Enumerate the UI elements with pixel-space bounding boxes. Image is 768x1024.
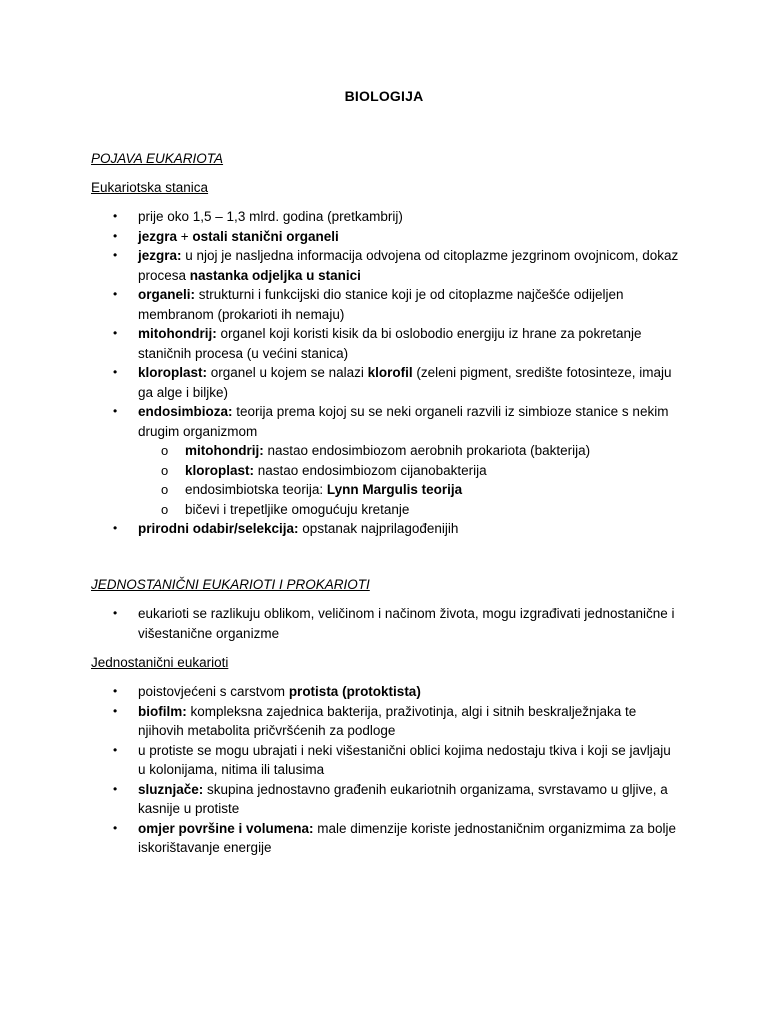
list-item-text: u njoj je nasljedna informacija odvojena od citoplazme jezgrinom ovojnicom, dokaz procesa bbox=[138, 248, 679, 283]
list-item bbox=[91, 246, 681, 285]
list-item-emphasis: nastanka odjeljka u stanici bbox=[189, 267, 361, 283]
list-item bbox=[91, 324, 681, 363]
list-item-term: biofilm: bbox=[138, 703, 187, 719]
section-heading-jednostanicni-eukarioti-i-prokarioti: JEDNOSTANIČNI EUKARIOTI I PROKARIOTI bbox=[91, 577, 370, 592]
list-item-text: kompleksna zajednica bakterija, praživotinja, algi i sitnih beskralježnjaka te njihovih metabolita pričvršćenih za podloge bbox=[138, 703, 637, 738]
list-item-term: kloroplast: bbox=[185, 462, 255, 478]
list-item-text: u protiste se mogu ubrajati i neki višestanični oblici kojima nedostaju tkiva i koji se javljaju u kolonijama, nitima ili talusima bbox=[138, 742, 671, 777]
list-item-text: (zeleni pigment, središte fotosinteze, imaju ga alge i biljke) bbox=[138, 365, 672, 400]
list-item-text: nastao endosimbiozom cijanobakterija bbox=[254, 462, 487, 478]
circle-bullet-icon: o bbox=[161, 501, 169, 517]
bullet-icon: • bbox=[113, 404, 118, 418]
list-item bbox=[91, 702, 681, 741]
circle-bullet-icon: o bbox=[161, 462, 169, 478]
list-item-term: sluznjače: bbox=[138, 781, 204, 797]
list-item bbox=[91, 780, 681, 819]
bullet-icon: • bbox=[113, 521, 118, 535]
list-item-text: nastao endosimbiozom aerobnih prokariota (bakterija) bbox=[263, 443, 591, 458]
bullet-icon: • bbox=[113, 684, 118, 698]
bullet-icon: • bbox=[113, 820, 118, 835]
sublist-item bbox=[138, 461, 681, 481]
bullet-icon: • bbox=[113, 326, 118, 340]
list-item-term: organeli: bbox=[138, 287, 196, 302]
bullet-icon: • bbox=[113, 742, 118, 757]
list-item-term: omjer površine i volumena: bbox=[138, 820, 314, 836]
sublist-item bbox=[138, 500, 681, 520]
list-item bbox=[91, 207, 681, 227]
list-item bbox=[91, 519, 681, 539]
list-item bbox=[91, 402, 681, 519]
sublist-item bbox=[138, 480, 681, 500]
list-item-emphasis: protista (protoktista) bbox=[288, 684, 421, 699]
list-item-text: organel koji koristi kisik da bi oslobodio energiju iz hrane za pokretanje staničnih procesa (u većini stanica) bbox=[138, 326, 642, 361]
jednostanicni-intro-list bbox=[91, 604, 681, 643]
list-item-text: male dimenzije koriste jednostaničnim organizmima za bolje iskorištavanje energije bbox=[138, 820, 676, 855]
subheading-jednostanicni-eukarioti: Jednostanični eukarioti bbox=[91, 655, 229, 670]
list-item-text: organel u kojem se nalazi bbox=[207, 365, 368, 380]
list-item-emphasis: ostali stanični organeli bbox=[192, 228, 339, 244]
bullet-icon: • bbox=[113, 781, 118, 796]
bullet-icon: • bbox=[113, 287, 118, 301]
bullet-icon: • bbox=[113, 209, 118, 223]
sublist-item bbox=[138, 441, 681, 461]
list-item-term: jezgra bbox=[138, 228, 178, 244]
circle-bullet-icon: o bbox=[161, 443, 169, 458]
list-item-text: bičevi i trepetljike omogućuju kretanje bbox=[185, 501, 410, 517]
list-item-text: opstanak najprilagođenijih bbox=[298, 521, 459, 536]
bullet-icon: • bbox=[113, 228, 118, 243]
list-item-text: skupina jednostavno građenih eukariotnih organizama, svrstavamo u gljive, a kasnije u protiste bbox=[138, 781, 668, 816]
list-item-term: endosimbioza: bbox=[138, 404, 233, 419]
list-item-term: mitohondrij: bbox=[185, 443, 264, 458]
list-item-emphasis: klorofil bbox=[367, 365, 413, 380]
list-item-text: + bbox=[177, 228, 193, 244]
list-item-text: poistovjećeni s carstvom bbox=[138, 684, 289, 699]
bullet-icon: • bbox=[113, 606, 118, 620]
list-item-emphasis: Lynn Margulis teorija bbox=[326, 482, 463, 497]
list-item-term: kloroplast: bbox=[138, 365, 208, 380]
list-item bbox=[91, 363, 681, 402]
list-item bbox=[91, 227, 681, 247]
list-item-text: strukturni i funkcijski dio stanice koji je od citoplazme najčešće odijeljen membranom (prokarioti ih nemaju) bbox=[138, 287, 624, 322]
list-item-term: prirodni odabir/selekcija: bbox=[138, 521, 299, 536]
eukariotska-stanica-list bbox=[91, 207, 681, 539]
list-item-text: prije oko 1,5 – 1,3 mlrd. godina (pretkambrij) bbox=[138, 209, 403, 224]
section-heading-pojava-eukariota: POJAVA EUKARIOTA bbox=[91, 151, 224, 166]
list-item bbox=[91, 741, 681, 780]
list-item bbox=[91, 819, 681, 858]
circle-bullet-icon: o bbox=[161, 482, 169, 497]
list-item bbox=[91, 604, 681, 643]
list-item bbox=[91, 285, 681, 324]
list-item-term: jezgra: bbox=[138, 248, 182, 263]
list-item bbox=[91, 682, 681, 702]
list-item-term: mitohondrij: bbox=[138, 326, 217, 341]
bullet-icon: • bbox=[113, 703, 118, 718]
document-title: BIOLOGIJA bbox=[344, 88, 424, 104]
bullet-icon: • bbox=[113, 365, 118, 379]
jednostanicni-eukarioti-list bbox=[91, 682, 681, 858]
list-item-text: teorija prema kojoj su se neki organeli razvili iz simbioze stanice s nekim drugim organizmom bbox=[138, 404, 669, 439]
list-item-text: eukarioti se razlikuju oblikom, veličinom i načinom života, mogu izgrađivati jednostanične i višestanične organizme bbox=[138, 606, 675, 641]
endosimbioza-sublist bbox=[138, 441, 681, 519]
subheading-eukariotska-stanica: Eukariotska stanica bbox=[91, 180, 209, 195]
bullet-icon: • bbox=[113, 248, 118, 262]
list-item-text: endosimbiotska teorija: bbox=[185, 482, 327, 497]
